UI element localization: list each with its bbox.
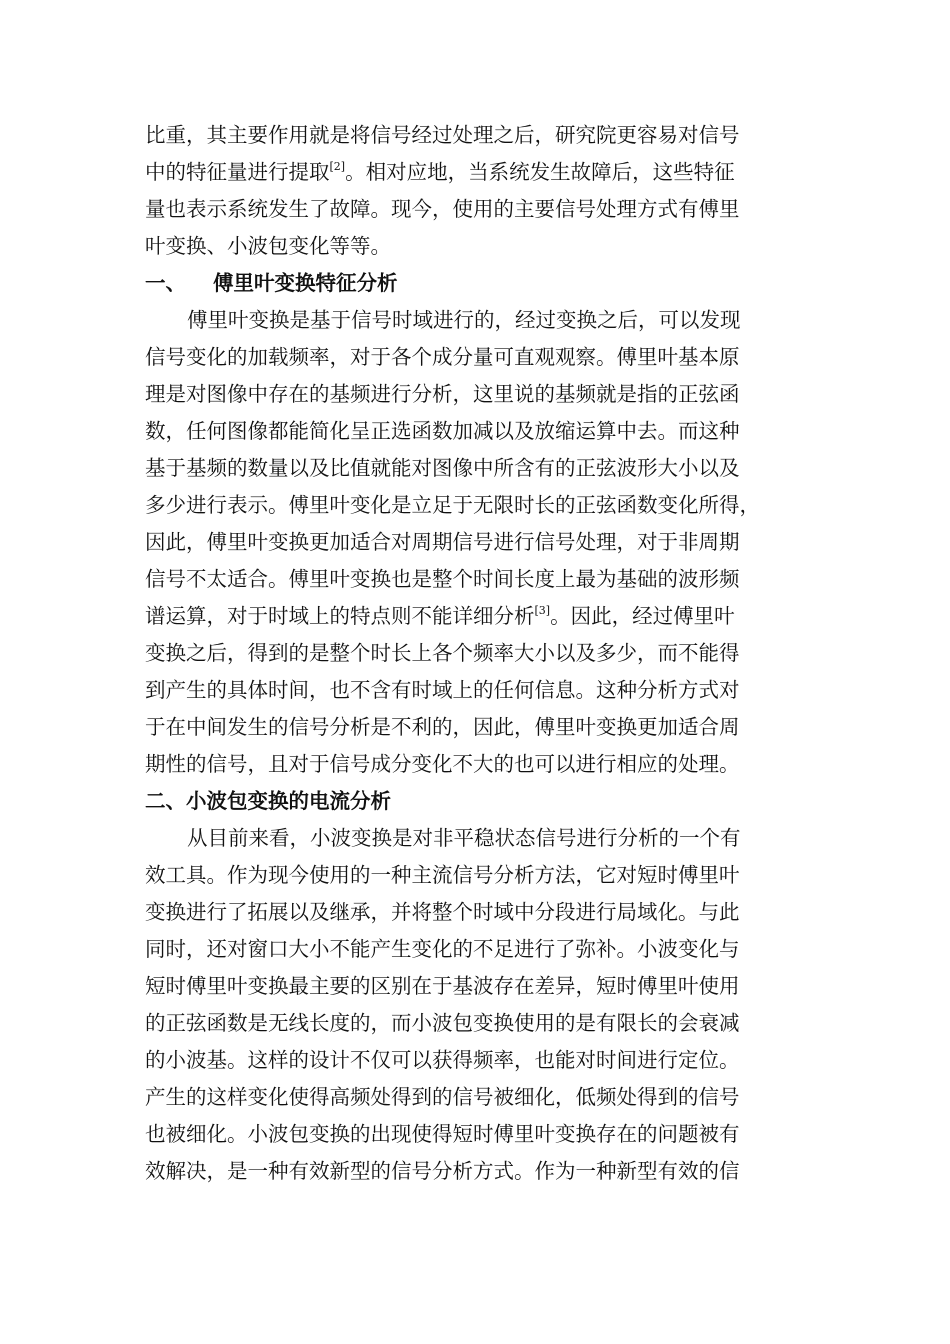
text-line: 也被细化。小波包变换的出现使得短时傅里叶变换存在的问题被有 bbox=[145, 1122, 740, 1146]
text-line: 期性的信号，且对于信号成分变化不大的也可以进行相应的处理。 bbox=[145, 752, 740, 776]
document-page bbox=[145, 117, 805, 1190]
text-line: 叶变换、小波包变化等等。 bbox=[145, 234, 391, 258]
text-line: 到产生的具体时间，也不含有时域上的任何信息。这种分析方式对 bbox=[145, 678, 740, 702]
text-line: 于在中间发生的信号分析是不利的，因此，傅里叶变换更加适合周 bbox=[145, 715, 740, 739]
text-line: 的小波基。这样的设计不仅可以获得频率，也能对时间进行定位。 bbox=[145, 1048, 740, 1072]
text-line: 基于基频的数量以及比值就能对图像中所含有的正弦波形大小以及 bbox=[145, 456, 740, 480]
text-line: 信号变化的加载频率，对于各个成分量可直观观察。傅里叶基本原 bbox=[145, 345, 740, 369]
text-line: 信号不太适合。傅里叶变换也是整个时间长度上最为基础的波形频 bbox=[145, 567, 740, 591]
text-line: 从目前来看，小波变换是对非平稳状态信号进行分析的一个有 bbox=[187, 826, 741, 850]
text-line: 谱运算，对于时域上的特点则不能详细分析[3]。因此，经过傅里叶 bbox=[145, 604, 735, 628]
citation-ref: [3] bbox=[534, 604, 551, 617]
text-line: 因此，傅里叶变换更加适合对周期信号进行信号处理，对于非周期 bbox=[145, 530, 740, 554]
citation-ref: [2] bbox=[329, 160, 346, 173]
text-line: 效工具。作为现今使用的一种主流信号分析方法，它对短时傅里叶 bbox=[145, 863, 740, 887]
text-line: 数，任何图像都能简化呈正选函数加减以及放缩运算中去。而这种 bbox=[145, 419, 740, 443]
text-line: 产生的这样变化使得高频处得到的信号被细化，低频处得到的信号 bbox=[145, 1085, 740, 1109]
text-line: 中的特征量进行提取[2]。相对应地，当系统发生故障后，这些特征 bbox=[145, 160, 735, 184]
section-heading: 二、小波包变换的电流分析 bbox=[145, 789, 391, 813]
text-line: 效解决，是一种有效新型的信号分析方式。作为一种新型有效的信 bbox=[145, 1159, 740, 1183]
text-line: 短时傅里叶变换最主要的区别在于基波存在差异，短时傅里叶使用 bbox=[145, 974, 740, 998]
text-line: 变换进行了拓展以及继承，并将整个时域中分段进行局域化。与此 bbox=[145, 900, 740, 924]
text-line: 同时，还对窗口大小不能产生变化的不足进行了弥补。小波变化与 bbox=[145, 937, 740, 961]
section-heading bbox=[145, 265, 805, 302]
text-line: 傅里叶变换是基于信号时域进行的，经过变换之后，可以发现 bbox=[187, 308, 741, 332]
text-line: 比重，其主要作用就是将信号经过处理之后，研究院更容易对信号 bbox=[145, 123, 740, 147]
text-line: 多少进行表示。傅里叶变化是立足于无限时长的正弦函数变化所得， bbox=[145, 493, 760, 517]
text-line: 变换之后，得到的是整个时长上各个频率大小以及多少，而不能得 bbox=[145, 641, 740, 665]
section-title: 傅里叶变换特征分析 bbox=[213, 271, 398, 295]
section-number: 一、 bbox=[145, 271, 186, 295]
text-line: 理是对图像中存在的基频进行分析，这里说的基频就是指的正弦函 bbox=[145, 382, 740, 406]
text-line: 的正弦函数是无线长度的，而小波包变换使用的是有限长的会衰减 bbox=[145, 1011, 740, 1035]
text-line: 量也表示系统发生了故障。现今，使用的主要信号处理方式有傅里 bbox=[145, 197, 740, 221]
